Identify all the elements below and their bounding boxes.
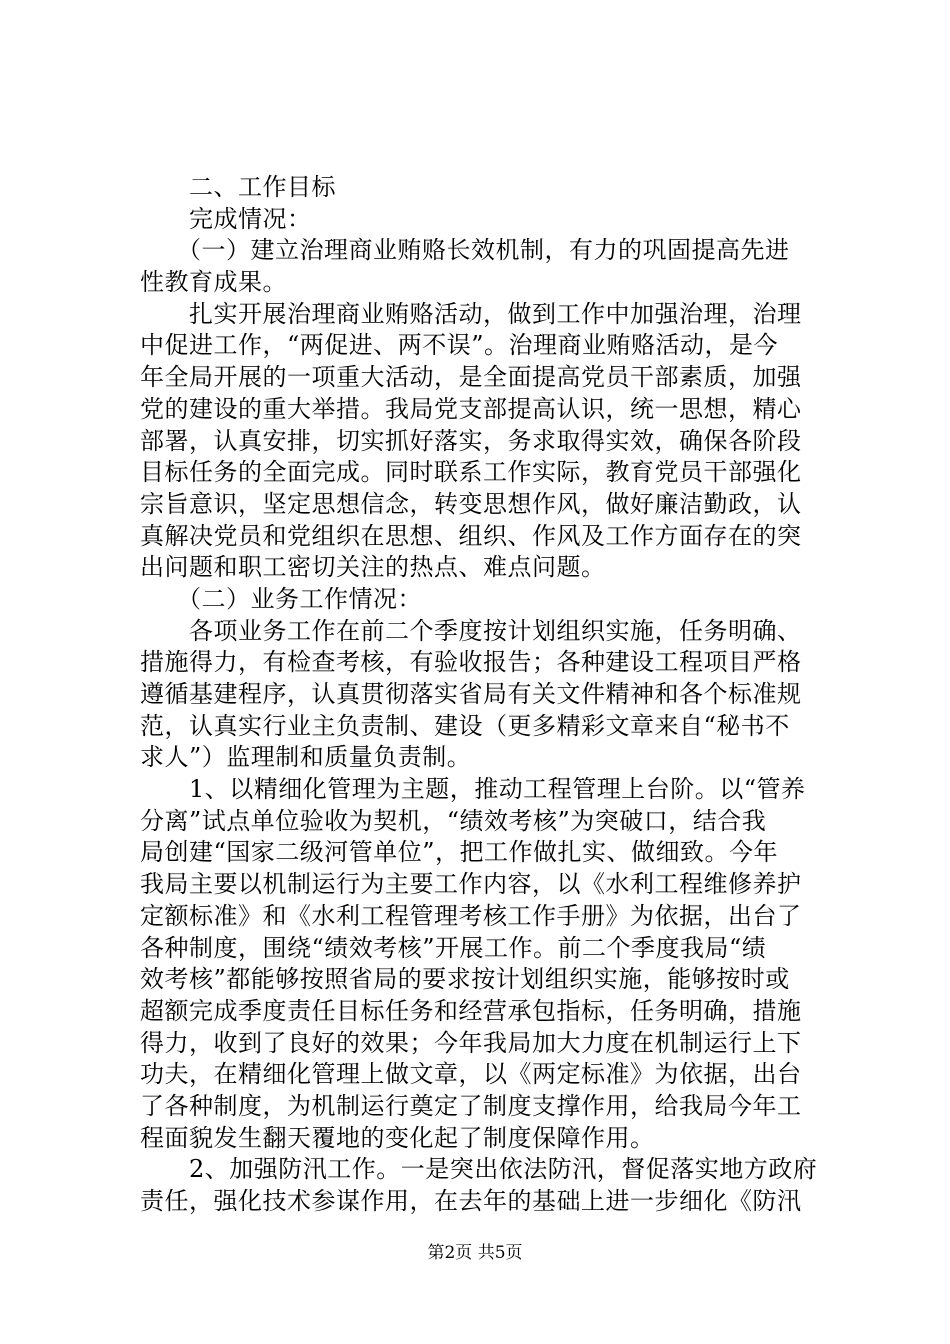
text-line: 年全局开展的一项重大活动，是全面提高党员干部素质，加强 <box>140 363 802 392</box>
document-body <box>140 172 840 1218</box>
text-line: 得力，收到了良好的效果；今年我局加大力度在机制运行上下 <box>140 1028 802 1057</box>
text-line: 真解决党员和党组织在思想、组织、作风及工作方面存在的突 <box>140 521 802 550</box>
text-line: 2、加强防汛工作。一是突出依法防汛，督促落实地方政府 <box>140 1155 818 1184</box>
text-line: 局创建“国家二级河管单位”，把工作做扎实、做细致。今年 <box>140 838 779 867</box>
text-line: 性教育成果。 <box>140 268 287 297</box>
text-line: 措施得力，有检查考核，有验收报告；各种建设工程项目严格 <box>140 648 802 677</box>
page-footer: 第2页 共5页 <box>427 1243 523 1263</box>
text-line: 各项业务工作在前二个季度按计划组织实施，任务明确、 <box>140 616 802 645</box>
text-line: 分离”试点单位验收为契机，“绩效考核”为突破口，结合我 <box>140 806 767 835</box>
text-line: 二、工作目标 <box>140 173 336 201</box>
text-line: 功夫，在精细化管理上做文章，以《两定标准》为依据，出台 <box>140 1060 802 1089</box>
text-line: 完成情况： <box>140 204 312 233</box>
text-line: 效考核”都能够按照省局的要求按计划组织实施，能够按时或 <box>140 965 790 994</box>
text-line: 出问题和职工密切关注的热点、难点问题。 <box>140 553 606 582</box>
text-line: 我局主要以机制运行为主要工作内容，以《水利工程维修养护 <box>140 870 802 899</box>
text-line: 党的建设的重大举措。我局党支部提高认识，统一思想，精心 <box>140 394 802 423</box>
text-line: （二）业务工作情况： <box>140 584 422 613</box>
text-line: 部署，认真安排，切实抓好落实，务求取得实效，确保各阶段 <box>140 426 802 455</box>
text-line: 遵循基建程序，认真贯彻落实省局有关文件精神和各个标准规 <box>140 680 802 708</box>
text-line: 中促进工作，“两促进、两不误”。治理商业贿赂活动，是今 <box>140 331 779 360</box>
text-line: 求人”）监理制和质量负责制。 <box>140 743 472 772</box>
text-line: 各种制度，围绕“绩效考核”开展工作。前二个季度我局“绩 <box>140 933 767 962</box>
text-line: 程面貌发生翻天覆地的变化起了制度保障作用。 <box>140 1123 655 1152</box>
text-line: 范，认真实行业主负责制、建设（更多精彩文章来自“秘书不 <box>140 711 790 740</box>
text-line: （一）建立治理商业贿赂长效机制，有力的巩固提高先进 <box>140 236 790 265</box>
text-line: 了各种制度，为机制运行奠定了制度支撑作用，给我局今年工 <box>140 1091 802 1120</box>
text-line: 1、以精细化管理为主题，推动工程管理上台阶。以“管养 <box>140 775 806 804</box>
text-line: 扎实开展治理商业贿赂活动，做到工作中加强治理，治理 <box>140 299 802 328</box>
text-line: 超额完成季度责任目标任务和经营承包指标，任务明确，措施 <box>140 996 802 1025</box>
text-line: 宗旨意识，坚定思想信念，转变思想作风，做好廉洁勤政，认 <box>140 489 802 518</box>
text-line: 责任，强化技术参谋作用，在去年的基础上进一步细化《防汛 <box>140 1187 802 1215</box>
text-line: 目标任务的全面完成。同时联系工作实际，教育党员干部强化 <box>140 458 802 487</box>
text-line: 定额标准》和《水利工程管理考核工作手册》为依据，出台了 <box>140 901 802 930</box>
